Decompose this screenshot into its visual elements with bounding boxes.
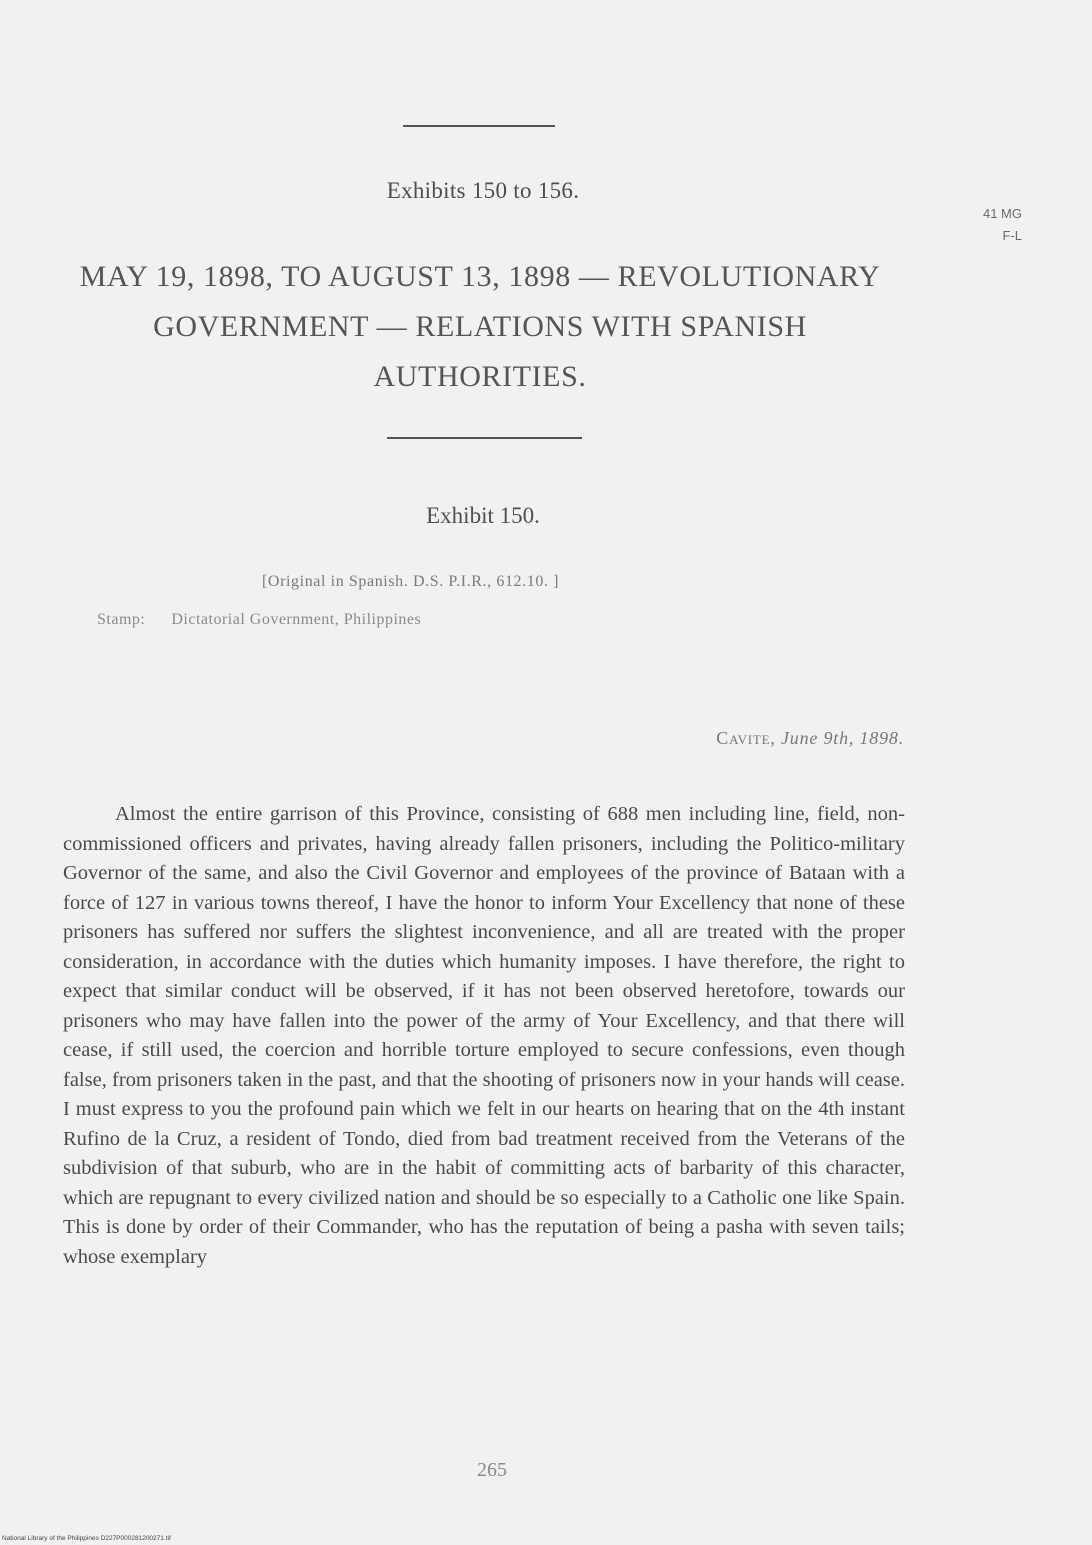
dateline-date: June 9th, 1898. xyxy=(781,728,904,748)
footer-credit: National Library of the Philippines D227P000281200271.tif xyxy=(2,1535,171,1542)
letter-body-paragraph: Almost the entire garrison of this Province, consisting of 688 men including line, field, non-commissioned officers and privates, having already fallen prisoners, including the Politico-military Governor of the same, and also the Civil Governor and employees of the province of Bataan with a force of 127 in various towns thereof, I have the honor to inform Your Excellency that none of these prisoners has suffered nor suffers the slightest inconvenience, and all are treated with the proper consideration, in accordance with the duties which humanity imposes. I have therefore, the right to expect that similar conduct will be observed, if it has not been observed heretofore, towards our prisoners who may have fallen into the power of the army of Your Excellency, and that there will cease, if still used, the coercion and horrible torture employed to secure confessions, even though false, from prisoners taken in the past, and that the shooting of prisoners now in your hands will cease. I must express to you the profound pain which we felt in our hearts on hearing that on the 4th instant Rufino de la Cruz, a resident of Tondo, died from bad treatment received from the Veterans of the subdivision of that suburb, who are in the habit of committing acts of barbarity of this character, which are repugnant to every civilized nation and should be so especially to a Catholic one like Spain. This is done by order of their Commander, who has the reputation of being a pasha with seven tails; whose exemplary xyxy=(63,803,905,1268)
page-title xyxy=(40,252,920,402)
page-title-line-3: AUTHORITIES. xyxy=(373,360,587,393)
page-title-line-1: MAY 19, 1898, TO AUGUST 13, 1898 — REVOLUTIONARY xyxy=(79,260,881,293)
stamp-line xyxy=(97,611,421,629)
dateline-place: Cavite, xyxy=(716,728,776,748)
exhibits-range-heading: Exhibits 150 to 156. xyxy=(386,178,580,203)
middle-divider-rule xyxy=(387,437,582,439)
margin-annotation xyxy=(952,203,1022,247)
page-number: 265 xyxy=(477,1459,507,1481)
margin-annotation-line-2: F-L xyxy=(1002,228,1022,243)
top-divider-rule xyxy=(403,125,555,127)
page-title-line-2: GOVERNMENT — RELATIONS WITH SPANISH xyxy=(153,310,807,343)
exhibit-heading: Exhibit 150. xyxy=(426,503,540,528)
source-note: [Original in Spanish. D.S. P.I.R., 612.10. ] xyxy=(262,573,560,590)
stamp-label: Stamp: xyxy=(97,611,146,628)
margin-annotation-line-1: 41 MG xyxy=(982,206,1022,221)
dateline xyxy=(716,728,904,749)
stamp-text: Dictatorial Government, Philippines xyxy=(171,611,422,628)
